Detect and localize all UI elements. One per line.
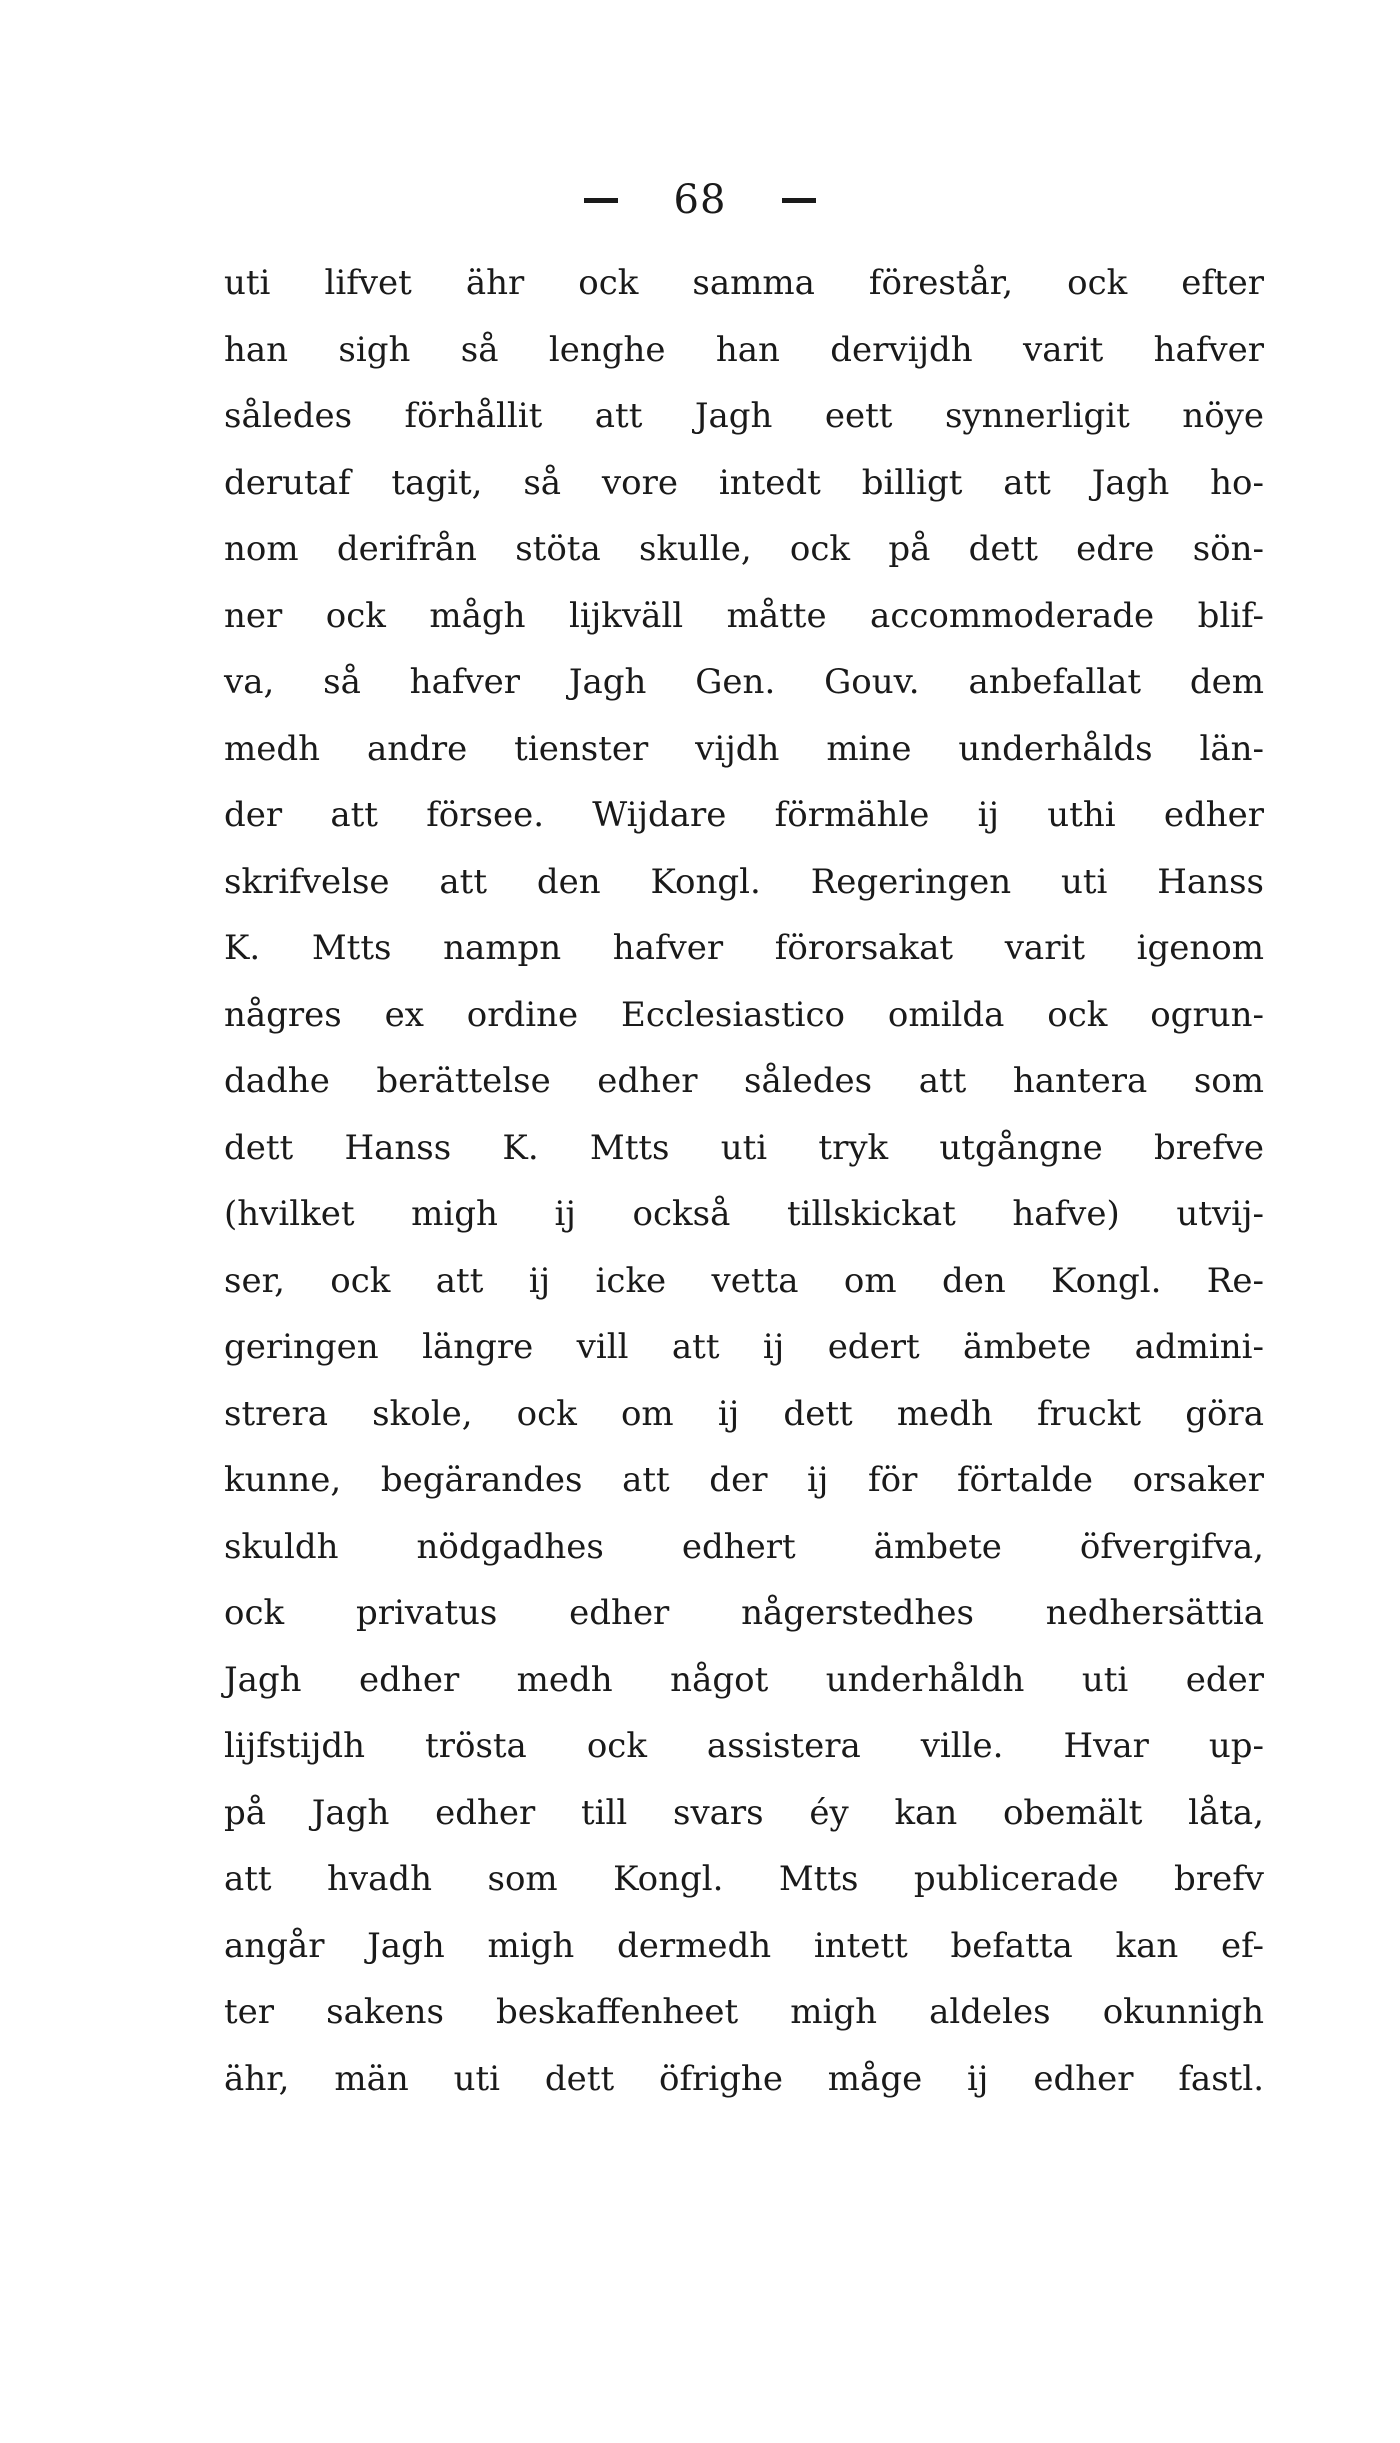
text-line: ser, ock att ij icke vetta om den Kongl. Re- bbox=[224, 1260, 1264, 1301]
header-right-dash bbox=[782, 198, 816, 203]
text-line: medh andre tienster vijdh mine underhålds län- bbox=[224, 728, 1264, 769]
text-line: nom derifrån stöta skulle, ock på dett edre sön- bbox=[224, 529, 1264, 569]
text-line: Jagh edher medh något underhåldh uti eder bbox=[224, 1659, 1264, 1700]
page-header bbox=[0, 170, 1400, 230]
text-line: han sigh så lenghe han dervijdh varit hafver bbox=[224, 329, 1264, 370]
text-line: ock privatus edher någerstedhes nedhersättia bbox=[224, 1593, 1264, 1633]
text-line: uti lifvet ähr ock samma förestår, ock efter bbox=[224, 263, 1264, 303]
text-line: dett Hanss K. Mtts uti tryk utgångne brefve bbox=[224, 1127, 1264, 1168]
text-line: skrifvelse att den Kongl. Regeringen uti Hanss bbox=[224, 861, 1264, 902]
text-line: derutaf tagit, så vore intedt billigt att Jagh ho- bbox=[224, 462, 1264, 503]
text-line: ähr, män uti dett öfrighe måge ij edher fastl. bbox=[224, 2058, 1264, 2099]
text-line: ter sakens beskaffenheet migh aldeles okunnigh bbox=[224, 1992, 1264, 2032]
text-line: va, så hafver Jagh Gen. Gouv. anbefallat dem bbox=[224, 662, 1264, 702]
text-line: angår Jagh migh dermedh intett befatta kan ef- bbox=[224, 1925, 1264, 1966]
text-line: der att försee. Wijdare förmähle ij uthi edher bbox=[224, 795, 1264, 835]
text-line: geringen längre vill att ij edert ämbete admini- bbox=[224, 1327, 1264, 1367]
text-line: skuldh nödgadhes edhert ämbete öfvergifva, bbox=[224, 1526, 1264, 1567]
text-line: dadhe berättelse edher således att hantera som bbox=[224, 1061, 1264, 1101]
text-line: strera skole, ock om ij dett medh fruckt göra bbox=[224, 1393, 1264, 1434]
text-line: kunne, begärandes att der ij för förtalde orsaker bbox=[224, 1460, 1264, 1500]
header-left-dash bbox=[584, 198, 618, 203]
text-line: således förhållit att Jagh eett synnerligit nöye bbox=[224, 396, 1264, 436]
text-line: att hvadh som Kongl. Mtts publicerade brefv bbox=[224, 1859, 1264, 1899]
text-line: lijfstijdh trösta ock assistera ville. Hvar up- bbox=[224, 1726, 1264, 1766]
text-line: (hvilket migh ij också tillskickat hafve) utvij- bbox=[224, 1194, 1264, 1234]
text-line: någres ex ordine Ecclesiastico omilda ock ogrun- bbox=[224, 994, 1264, 1035]
text-line: K. Mtts nampn hafver förorsakat varit igenom bbox=[224, 928, 1264, 968]
page-number: 68 bbox=[673, 177, 727, 223]
text-line: på Jagh edher till svars éy kan obemält låta, bbox=[224, 1792, 1264, 1833]
text-line: ner ock mågh lijkväll måtte accommoderade blif- bbox=[224, 595, 1264, 636]
body-text bbox=[224, 250, 1264, 2112]
